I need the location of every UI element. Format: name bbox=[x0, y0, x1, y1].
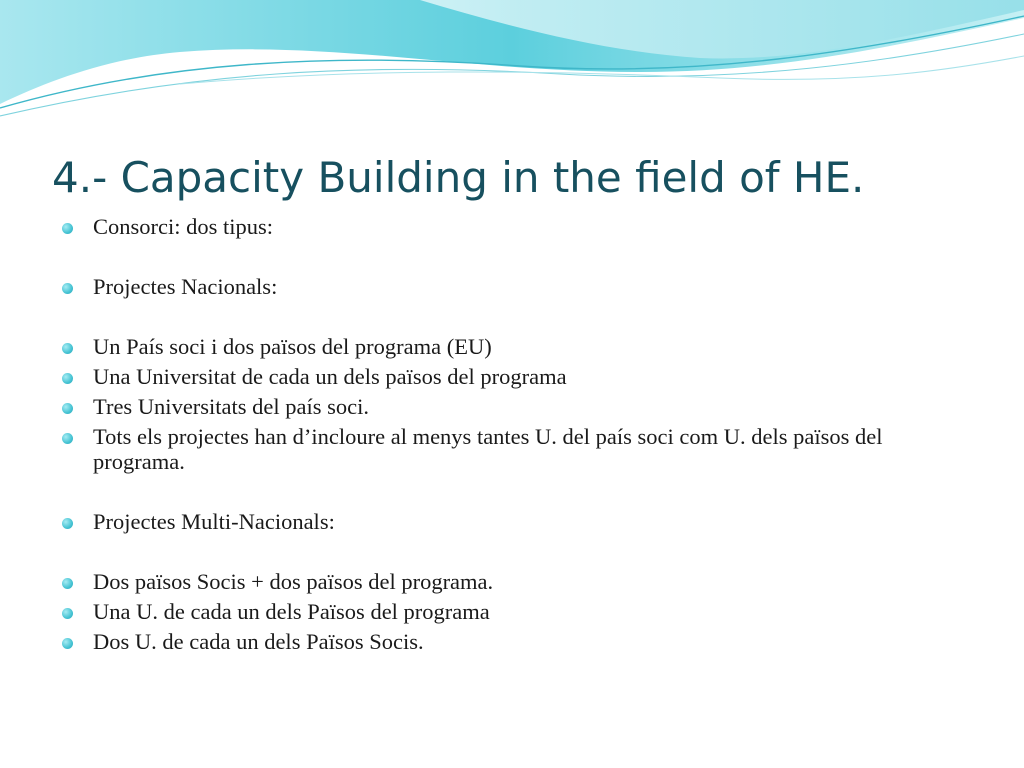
wave-header-decoration bbox=[0, 0, 1024, 130]
bullet-dot-icon bbox=[62, 373, 73, 384]
bullet-dot-icon bbox=[62, 403, 73, 414]
list-item-text: Dos països Socis + dos països del programa. bbox=[93, 569, 494, 594]
bullet-dot-icon bbox=[62, 518, 73, 529]
bullet-list bbox=[62, 214, 962, 659]
bullet-dot-icon bbox=[62, 283, 73, 294]
list-item bbox=[62, 214, 962, 239]
list-item bbox=[62, 424, 962, 474]
list-item bbox=[62, 509, 962, 534]
list-item bbox=[62, 569, 962, 594]
bullet-dot-icon bbox=[62, 578, 73, 589]
list-item bbox=[62, 599, 962, 624]
list-item bbox=[62, 334, 962, 359]
list-item-text: Tres Universitats del país soci. bbox=[93, 394, 370, 419]
bullet-dot-icon bbox=[62, 638, 73, 649]
slide-title: 4.- Capacity Building in the field of HE. bbox=[52, 153, 865, 202]
list-item bbox=[62, 629, 962, 654]
list-item-text: Consorci: dos tipus: bbox=[93, 214, 274, 239]
list-item-text: Tots els projectes han d’incloure al menys tantes U. del país soci com U. dels països del programa. bbox=[93, 424, 883, 474]
list-item-text: Projectes Multi-Nacionals: bbox=[93, 509, 335, 534]
bullet-dot-icon bbox=[62, 608, 73, 619]
list-item-text: Un País soci i dos països del programa (EU) bbox=[93, 334, 492, 359]
bullet-dot-icon bbox=[62, 433, 73, 444]
list-item-text: Projectes Nacionals: bbox=[93, 274, 278, 299]
bullet-dot-icon bbox=[62, 343, 73, 354]
list-item bbox=[62, 364, 962, 389]
list-item bbox=[62, 394, 962, 419]
list-item-text: Una Universitat de cada un dels països del programa bbox=[93, 364, 567, 389]
list-item bbox=[62, 274, 962, 299]
list-item-text: Una U. de cada un dels Països del programa bbox=[93, 599, 490, 624]
list-item-text: Dos U. de cada un dels Països Socis. bbox=[93, 629, 424, 654]
bullet-dot-icon bbox=[62, 223, 73, 234]
